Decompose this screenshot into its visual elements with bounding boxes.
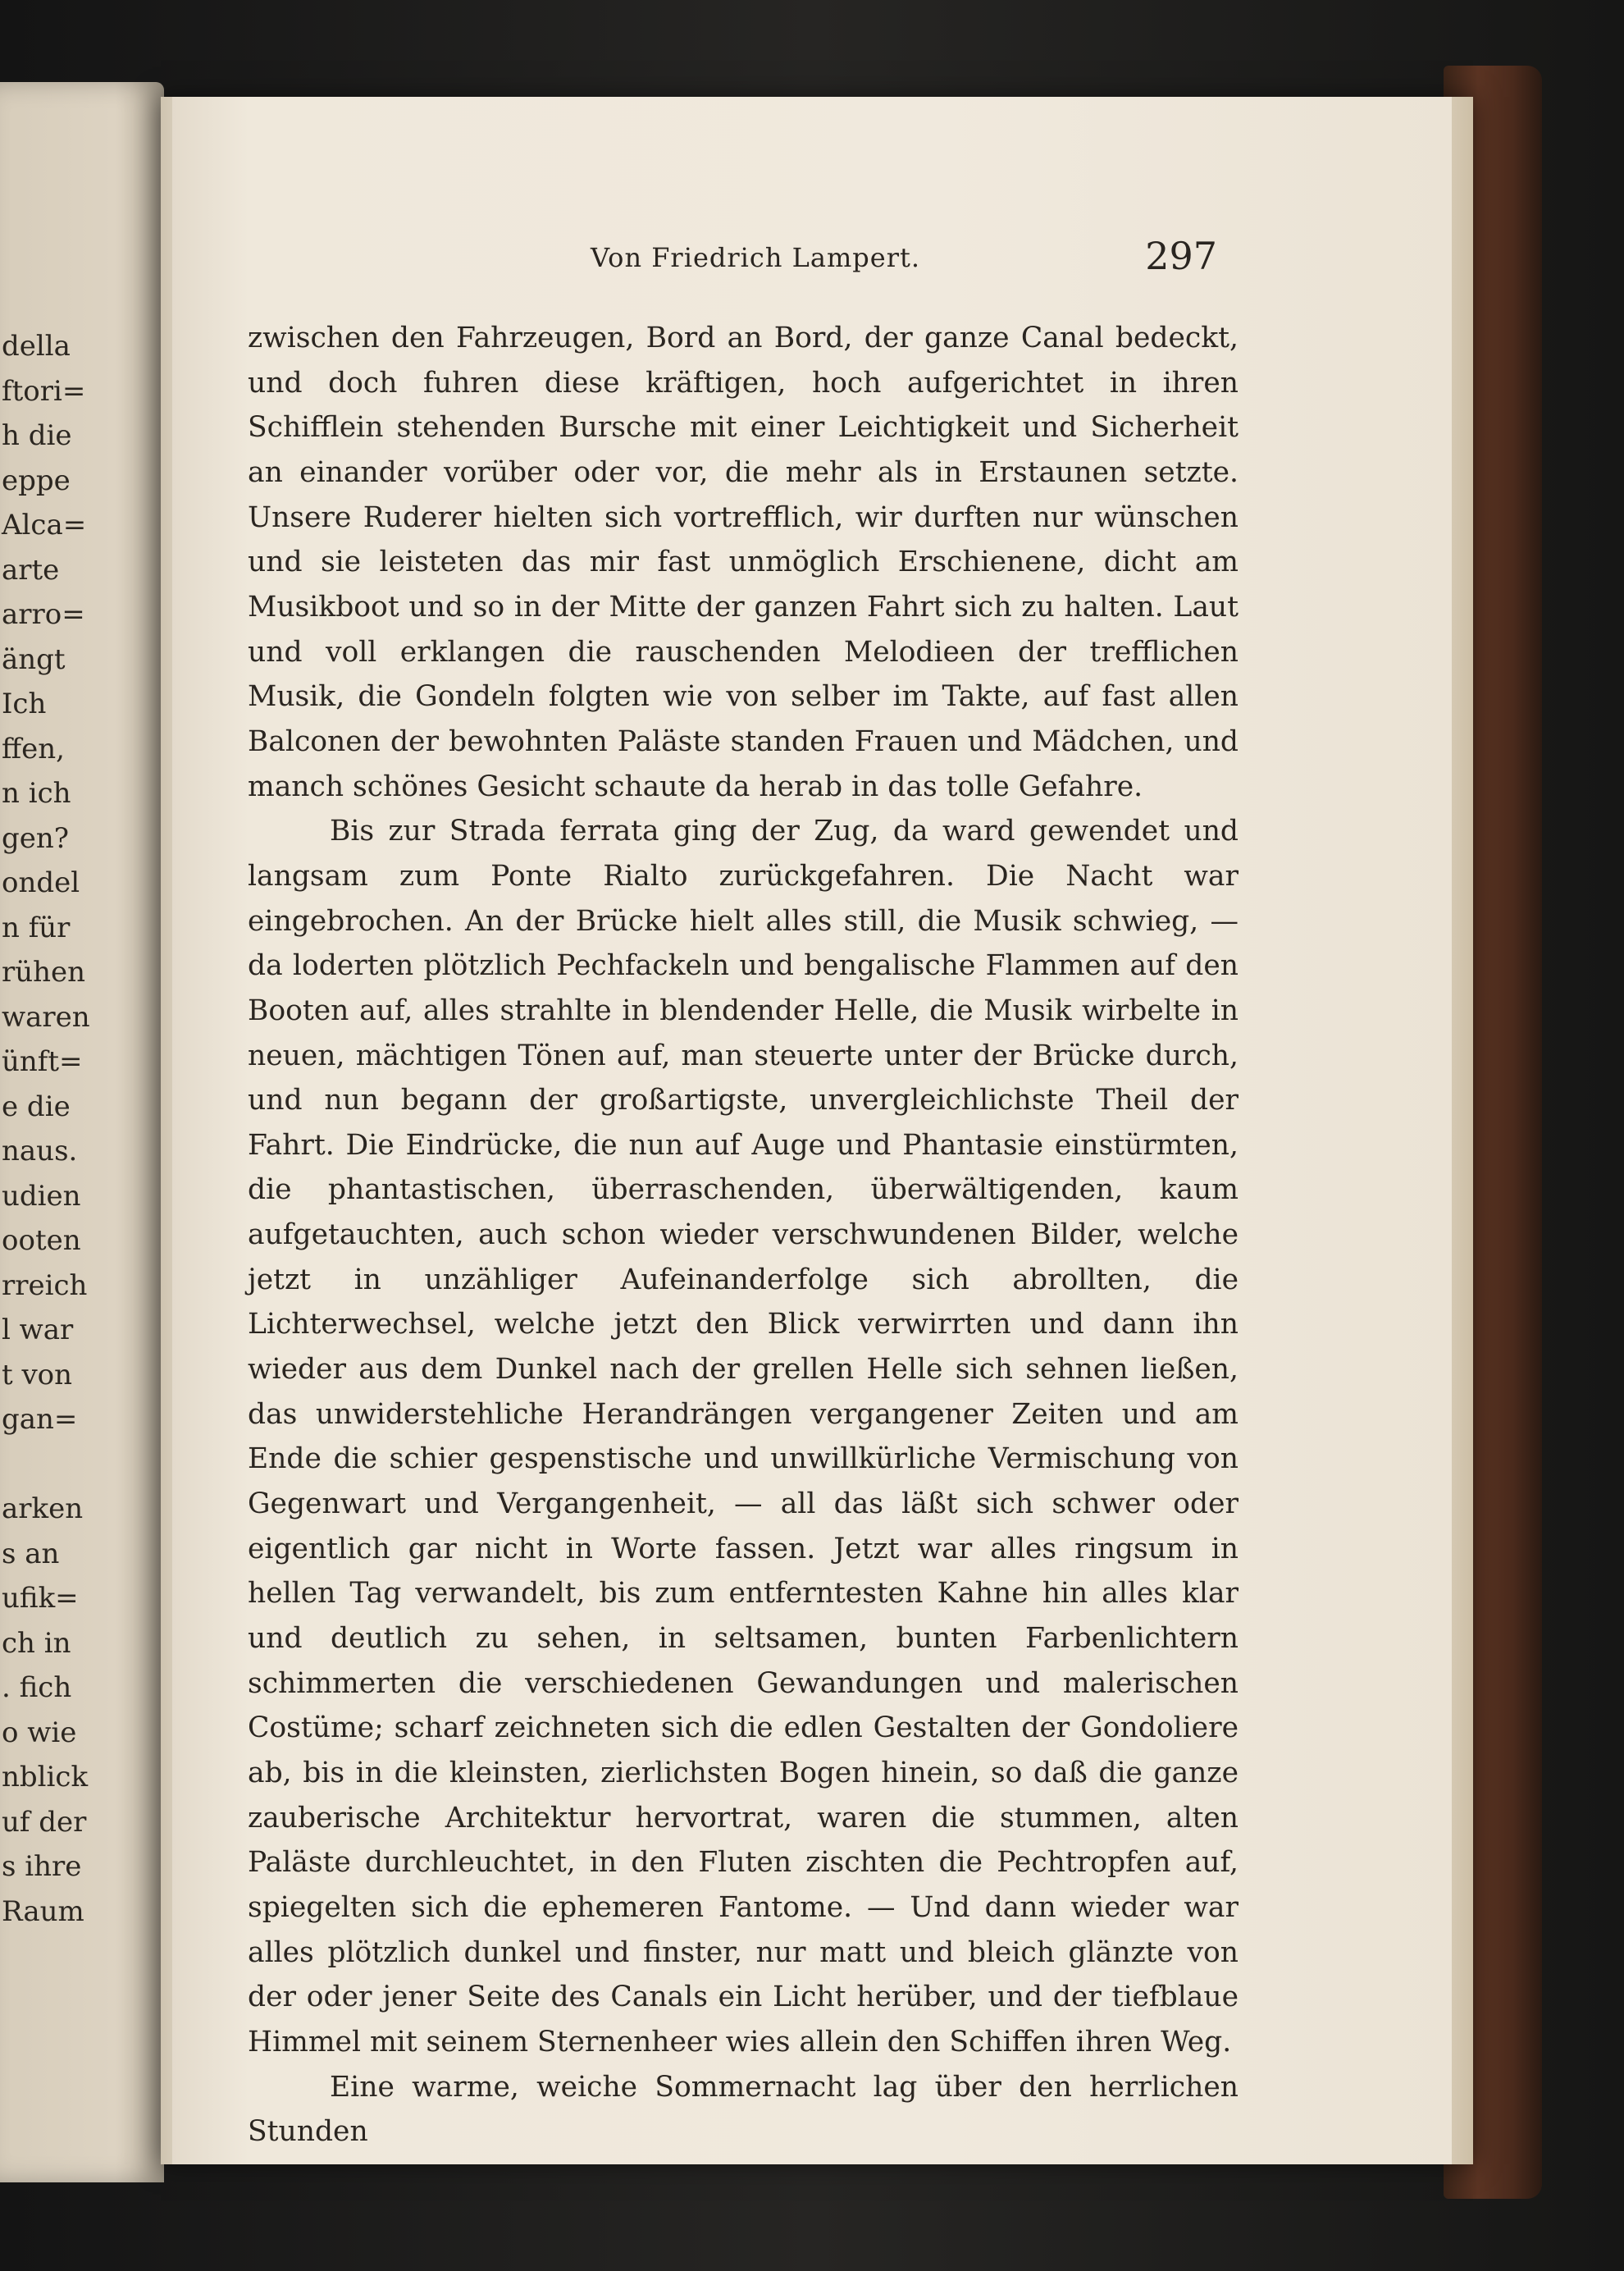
paragraph: Bis zur Strada ferrata ging der Zug, da ward gewendet und langsam zum Ponte Rialto zurückgefahren. Die Nacht war eingebrochen. An der Brücke hielt alles still, die Musik schwieg, — da loderten plötzlich Pechfackeln und bengalische Flammen auf den Booten auf, alles strahlte in blendender Helle, die Musik wirbelte in neuen, mächtigen Tönen auf, man steuerte unter der Brücke durch, und nun begann der großartigste, unvergleichlichste Theil der Fahrt. Die Eindrücke, die nun auf Auge und Phantasie einstürmten, die phantastischen, überraschenden, überwältigenden, kaum aufgetauchten, auch schon wieder verschwundenen Bilder, welche jetzt in unzähliger Aufeinanderfolge sich abrollten, die Lichterwechsel, welche jetzt den Blick verwirrten und dann ihn wieder aus dem Dunkel nach der grellen Helle sich sehnen ließen, das unwiderstehliche Herandrängen vergangener Zeiten und am Ende die schier gespenstische und unwillkürliche Vermischung von Gegenwart und Vergangenheit, — all das läßt sich schwer oder eigentlich gar nicht in Worte fassen. Jetzt war alles ringsum in hellen Tag verwandelt, bis zum entferntesten Kahne hin alles klar und deutlich zu sehen, in seltsamen, bunten Farbenlichtern schimmerten die verschiedenen Gewandungen und malerischen Costüme; scharf zeichneten sich die edlen Gestalten der Gondoliere ab, bis in die kleinsten, zierlichsten Bogen hinein, so daß die ganze zauberische Architektur hervortrat, waren die stummen, alten Paläste durchleuchtet, in den Fluten zischten die Pechtropfen auf, spiegelten sich die ephemeren Fantome. — Und dann wieder war alles plötzlich dunkel und finster, nur matt und bleich glänzte von der oder jener Seite des Canals ein Licht herüber, und der tiefblaue Himmel mit seinem Sternenheer wies allein den Schiffen ihren Weg. <box>248 815 1239 2059</box>
fragment-line: nblick <box>2 1761 89 1793</box>
fragment-line: ufik= <box>2 1582 79 1615</box>
fragment-line: n ich <box>2 777 71 810</box>
fragment-line: rühen <box>2 956 86 989</box>
fragment-line: ängt <box>2 642 66 676</box>
fragment-line: naus. <box>2 1135 78 1167</box>
fragment-line: arken <box>2 1492 84 1525</box>
fragment-line: ch in <box>2 1626 71 1660</box>
fragment-line: o wie <box>2 1716 77 1749</box>
page-number: 297 <box>1145 234 1217 278</box>
fragment-line: arro= <box>2 598 85 631</box>
fragment-line: eppe <box>2 464 71 497</box>
fragment-line: arte <box>2 553 60 587</box>
fragment-line: t von <box>2 1358 73 1391</box>
fragment-line: ünft= <box>2 1045 83 1078</box>
fragment-line: gan= <box>2 1403 78 1436</box>
body-text <box>248 316 1239 2154</box>
fragment-line: h die <box>2 419 72 452</box>
paragraph: zwischen den Fahrzeugen, Bord an Bord, der ganze Canal bedeckt, und doch fuhren diese kräftigen, hoch aufgerichtet in ihren Schifflein stehenden Bursche mit einer Leichtigkeit und Sicherheit an einander vorüber oder vor, die mehr als in Erstaunen setzte. Unsere Ruderer hielten sich vortrefflich, wir durften nur wünschen und sie leisteten das mir fast unmöglich Erschienene, dicht am Musikboot und so in der Mitte der ganzen Fahrt sich zu halten. Laut und voll erklangen die rauschenden Melodieen der trefflichen Musik, die Gondeln folgten wie von selber im Takte, auf fast allen Balconen der bewohnten Paläste standen Frauen und Mädchen, und manch schönes Gesicht schaute da herab in das tolle Gefahre. <box>248 322 1239 803</box>
fragment-line: gen? <box>2 821 70 855</box>
fragment-line: rreich <box>2 1268 88 1302</box>
fragment-line: ffen, <box>2 732 65 765</box>
page-header <box>591 234 1230 278</box>
fragment-line: ooten <box>2 1224 81 1257</box>
fragment-line: Ich <box>2 688 47 720</box>
fragment-line: udien <box>2 1179 81 1213</box>
fragment-line: Alca= <box>2 509 87 541</box>
left-page <box>0 82 164 2182</box>
paragraph: Eine warme, weiche Sommernacht lag über den herrlichen Stunden <box>248 2070 1239 2149</box>
fragment-line: l war <box>2 1314 74 1346</box>
fragment-line: ftori= <box>2 374 86 408</box>
fragment-line: . fich <box>2 1671 72 1704</box>
fragment-line: waren <box>2 1000 90 1034</box>
fragment-line: s an <box>2 1537 60 1570</box>
fragment-line: n für <box>2 911 71 944</box>
fragment-line: s ihre <box>2 1850 82 1883</box>
fragment-line: ondel <box>2 866 80 899</box>
fragment-line: Raum <box>2 1894 84 1928</box>
fragment-line: della <box>2 330 71 363</box>
fragment-line: e die <box>2 1090 71 1123</box>
left-page-text-fragments <box>2 324 90 1934</box>
fragment-gap <box>2 1442 52 1487</box>
running-head: Von Friedrich Lampert. <box>591 242 921 273</box>
fragment-line: uf der <box>2 1805 87 1839</box>
